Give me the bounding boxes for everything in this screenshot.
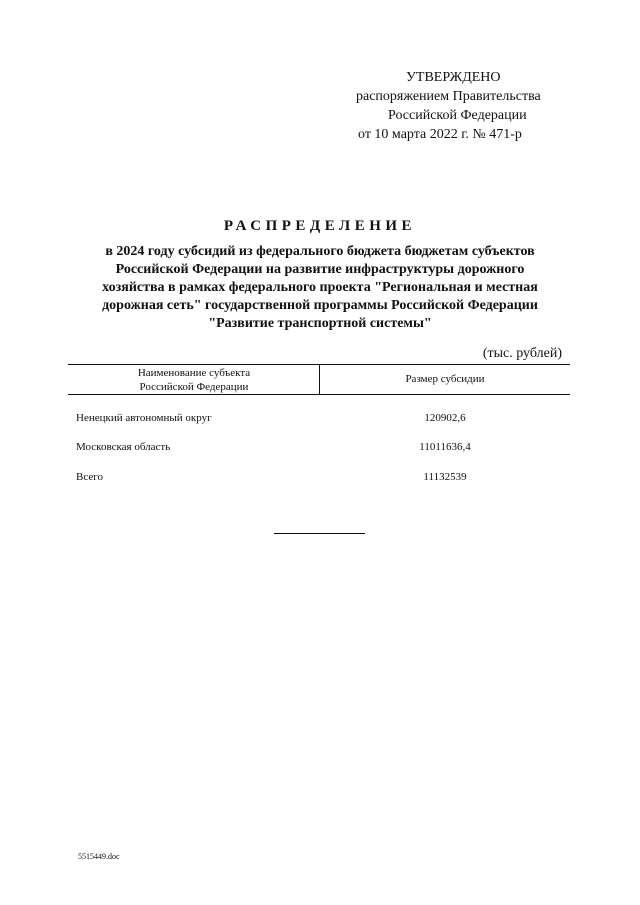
row-total-label: Всего	[76, 471, 103, 483]
approval-block	[330, 68, 590, 144]
subtitle-line: хозяйства в рамках федерального проекта "Региональная и местная	[102, 280, 538, 295]
document-title: РАСПРЕДЕЛЕНИЕ	[223, 218, 417, 234]
footer-file-name: 5515449.doc	[78, 852, 120, 861]
row-subsidy-amount: 11011636,4	[419, 441, 471, 453]
units-label: (тыс. рублей)	[482, 346, 562, 361]
approval-line-order: распоряжением Правительства	[356, 89, 541, 104]
row-subject-name: Московская область	[76, 441, 171, 453]
subtitle-line: дорожная сеть" государственной программы Российской Федерации	[102, 298, 538, 313]
table-row	[0, 412, 640, 428]
approval-line-date-number: от 10 марта 2022 г. № 471-р	[358, 127, 522, 142]
table-row-total	[0, 471, 640, 487]
table-header-subject-line: Наименование субъекта	[137, 367, 251, 379]
approval-title: УТВЕРЖДЕНО	[406, 70, 501, 85]
subtitle-line: в 2024 году субсидий из федерального бюджета бюджетам субъектов	[105, 244, 535, 259]
table-header-amount: Размер субсидии	[405, 373, 485, 385]
table-header-subject	[90, 366, 298, 394]
row-subject-name: Ненецкий автономный округ	[76, 412, 212, 424]
subtitle-line: Российской Федерации на развитие инфраструктуры дорожного	[115, 262, 525, 277]
row-total-amount: 11132539	[423, 471, 467, 483]
table-row	[0, 441, 640, 457]
document-subtitle	[60, 243, 580, 333]
table-header-bottom-rule	[68, 394, 570, 395]
approval-line-government: Российской Федерации	[388, 108, 527, 123]
table-header-subject-line: Российской Федерации	[139, 381, 249, 393]
document-end-line	[274, 533, 365, 534]
row-subsidy-amount: 120902,6	[424, 412, 466, 424]
subtitle-line: "Развитие транспортной системы"	[208, 316, 432, 331]
